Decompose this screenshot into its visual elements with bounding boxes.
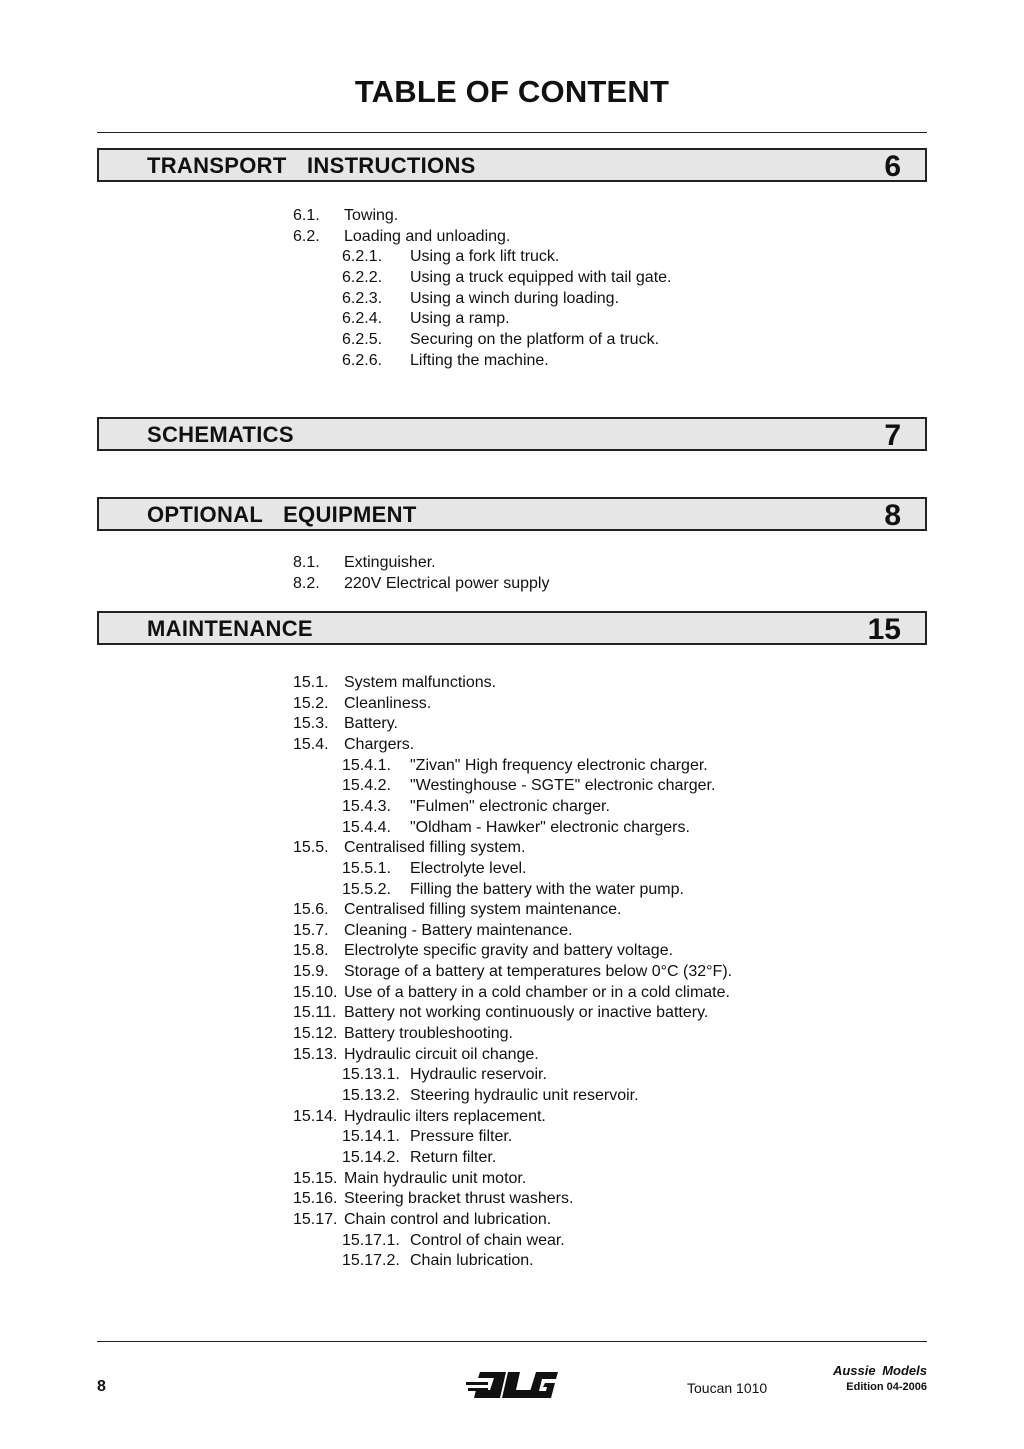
toc-entry-number: 15.5.2. [342, 880, 391, 898]
jlg-logo-icon [466, 1368, 558, 1402]
toc-entry[interactable] [293, 227, 853, 248]
section-header-maintenance[interactable] [97, 611, 927, 645]
toc-entry-number: 6.2.4. [342, 310, 383, 328]
toc-entry[interactable] [342, 1251, 902, 1272]
toc-entry-number: 15.14. [293, 1107, 338, 1125]
toc-entry-title: Battery. [344, 715, 398, 733]
toc-entry[interactable] [342, 1065, 902, 1086]
toc-entry-title: Main hydraulic unit motor. [344, 1169, 527, 1187]
toc-entry[interactable] [342, 756, 902, 777]
top-rule [97, 132, 927, 133]
toc-entry-title: Chain lubrication. [410, 1252, 534, 1270]
toc-entry-number: 15.17.2. [342, 1252, 400, 1270]
toc-entry-number: 15.13.1. [342, 1066, 400, 1084]
toc-entry-title: Cleanliness. [344, 694, 432, 712]
toc-entry-number: 15.13.2. [342, 1087, 400, 1104]
section-title: OPTIONAL EQUIPMENT [147, 502, 417, 527]
section-number: 15 [867, 613, 901, 646]
toc-entry-number: 15.4.4. [342, 818, 391, 836]
toc-entry[interactable] [293, 962, 853, 983]
toc-entry-title: Chain control and lubrication. [344, 1210, 552, 1228]
toc-entry-title: Use of a battery in a cold chamber or in a cold climate. [344, 983, 730, 1001]
toc-entry[interactable] [293, 673, 853, 694]
toc-entry[interactable] [293, 921, 853, 942]
toc-entry-number: 6.2.3. [342, 289, 383, 307]
toc-entry[interactable] [293, 941, 853, 962]
toc-entry-number: 6.2.5. [342, 330, 383, 348]
toc-entry-title: Electrolyte specific gravity and battery voltage. [344, 942, 674, 960]
toc-entry[interactable] [293, 694, 853, 715]
toc-entry[interactable] [342, 1086, 902, 1107]
toc-entry-title: Loading and unloading. [344, 227, 511, 245]
toc-entry[interactable] [342, 247, 902, 268]
section-header-transport[interactable] [97, 148, 927, 182]
toc-entry-number: 15.4.3. [342, 797, 391, 815]
toc-entry-title: Extinguisher. [344, 554, 436, 571]
toc-entry-title: Hydraulic reservoir. [410, 1066, 547, 1084]
toc-entry[interactable] [342, 351, 902, 372]
section-title: SCHEMATICS [147, 422, 294, 447]
toc-entry[interactable] [293, 1107, 853, 1128]
toc-entry-number: 15.8. [293, 942, 329, 960]
toc-entry-title: Using a ramp. [410, 310, 510, 328]
toc-entry-number: 15.4.1. [342, 756, 391, 774]
toc-entry-title: Pressure filter. [410, 1128, 513, 1146]
toc-entry-title: Chargers. [344, 735, 415, 753]
toc-entry-title: Lifting the machine. [410, 351, 549, 369]
toc-entry-title: Return filter. [410, 1148, 497, 1166]
toc-entry-title: Battery troubleshooting. [344, 1025, 513, 1043]
toc-entry-title: "Westinghouse - SGTE" electronic charger. [410, 777, 716, 795]
toc-entry-title: Centralised filling system maintenance. [344, 901, 622, 919]
toc-entry[interactable] [342, 309, 902, 330]
toc-entry-title: Towing. [344, 207, 399, 224]
toc-entry-title: Steering bracket thrust washers. [344, 1190, 574, 1208]
toc-entry-title: Cleaning - Battery maintenance. [344, 921, 573, 939]
toc-entry-title: Using a winch during loading. [410, 289, 620, 307]
toc-entry[interactable] [342, 797, 902, 818]
toc-entry-title: Using a fork lift truck. [410, 248, 560, 266]
toc-entry-title: Hydraulic ilters replacement. [344, 1107, 546, 1125]
toc-entry-number: 15.1. [293, 674, 329, 691]
toc-entry-number: 15.6. [293, 901, 329, 919]
footer-page-number: 8 [97, 1378, 106, 1395]
toc-entry[interactable] [293, 714, 853, 735]
toc-entry-title: System malfunctions. [344, 674, 497, 691]
toc-entry[interactable] [293, 1189, 853, 1210]
toc-entry-number: 8.1. [293, 554, 320, 571]
section-title: TRANSPORT INSTRUCTIONS [147, 153, 476, 178]
toc-entry[interactable] [293, 900, 853, 921]
toc-entry[interactable] [293, 735, 853, 756]
footer-model: Toucan 1010 [687, 1380, 768, 1396]
toc-entry-number: 15.5. [293, 839, 329, 857]
toc-entry[interactable] [342, 330, 902, 351]
toc-entry-title: Using a truck equipped with tail gate. [410, 268, 672, 286]
section-number: 6 [884, 150, 901, 183]
bottom-rule [97, 1341, 927, 1342]
toc-entry[interactable] [342, 1127, 902, 1148]
toc-entry-title: "Oldham - Hawker" electronic chargers. [410, 818, 690, 836]
toc-entry[interactable] [342, 268, 902, 289]
toc-entry-number: 15.4.2. [342, 777, 391, 795]
toc-entry[interactable] [342, 776, 902, 797]
toc-entry-number: 15.17.1. [342, 1231, 400, 1249]
section-number: 7 [884, 419, 901, 452]
toc-entry-title: Control of chain wear. [410, 1231, 565, 1249]
toc-entry-title: Electrolyte level. [410, 859, 527, 877]
section-title: MAINTENANCE [147, 616, 313, 641]
toc-entry-number: 15.16. [293, 1190, 338, 1208]
toc-entry-number: 15.4. [293, 735, 329, 753]
toc-entry-number: 15.13. [293, 1045, 338, 1063]
toc-entry-number: 15.12. [293, 1025, 338, 1043]
toc-entry-title: "Fulmen" electronic charger. [410, 797, 610, 815]
footer-brand: Aussie Models [832, 1363, 927, 1378]
toc-entry[interactable] [293, 1169, 853, 1190]
toc-entry-number: 15.2. [293, 694, 329, 712]
section-number: 8 [884, 499, 901, 532]
toc-entry[interactable] [342, 880, 902, 901]
toc-entry[interactable] [342, 859, 902, 880]
toc-entry-number: 6.2. [293, 227, 320, 245]
toc-entry[interactable] [293, 838, 853, 859]
toc-entry[interactable] [293, 553, 853, 574]
toc-entry-number: 15.14.1. [342, 1128, 400, 1146]
section-header-optional-equipment[interactable] [97, 497, 927, 531]
toc-entry[interactable] [293, 574, 853, 595]
toc-entry-title: Steering hydraulic unit reservoir. [410, 1087, 639, 1104]
toc-entry-title: 220V Electrical power supply [344, 574, 550, 592]
toc-entry[interactable] [342, 1148, 902, 1169]
toc-entry-number: 15.5.1. [342, 859, 391, 877]
toc-entry-number: 15.15. [293, 1169, 338, 1187]
toc-entry[interactable] [293, 1003, 853, 1024]
toc-entry[interactable] [293, 983, 853, 1004]
toc-entry-number: 15.7. [293, 921, 329, 939]
toc-entry-number: 8.2. [293, 574, 320, 592]
toc-entry[interactable] [293, 206, 853, 227]
toc-entry-number: 15.11. [293, 1004, 337, 1022]
toc-entry-title: Storage of a battery at temperatures below 0°C (32°F). [344, 963, 733, 981]
toc-entry-title: Centralised filling system. [344, 839, 526, 857]
toc-entry[interactable] [342, 1231, 902, 1252]
toc-entry[interactable] [293, 1045, 853, 1066]
toc-entry[interactable] [293, 1024, 853, 1045]
toc-entry-number: 15.10. [293, 983, 338, 1001]
toc-entry[interactable] [342, 818, 902, 839]
toc-entry-title: "Zivan" High frequency electronic charger. [410, 756, 708, 774]
toc-entry-number: 15.17. [293, 1210, 338, 1228]
toc-entry[interactable] [293, 1210, 853, 1231]
toc-entry-number: 6.1. [293, 207, 320, 224]
section-header-schematics[interactable] [97, 417, 927, 451]
toc-entry-number: 6.2.1. [342, 248, 383, 266]
toc-entry-number: 6.2.2. [342, 268, 383, 286]
toc-entry-title: Securing on the platform of a truck. [410, 330, 660, 348]
toc-entry-title: Battery not working continuously or inactive battery. [344, 1004, 709, 1022]
toc-entry-title: Filling the battery with the water pump. [410, 880, 684, 898]
footer-edition: Edition 04-2006 [846, 1381, 927, 1393]
toc-entry-number: 6.2.6. [342, 351, 383, 369]
toc-entry-number: 15.9. [293, 963, 329, 981]
page-title: TABLE OF CONTENT [354, 74, 670, 109]
toc-entry-number: 15.14.2. [342, 1148, 400, 1166]
toc-entry-number: 15.3. [293, 715, 329, 733]
toc-entry-title: Hydraulic circuit oil change. [344, 1045, 539, 1063]
toc-entry[interactable] [342, 289, 902, 310]
